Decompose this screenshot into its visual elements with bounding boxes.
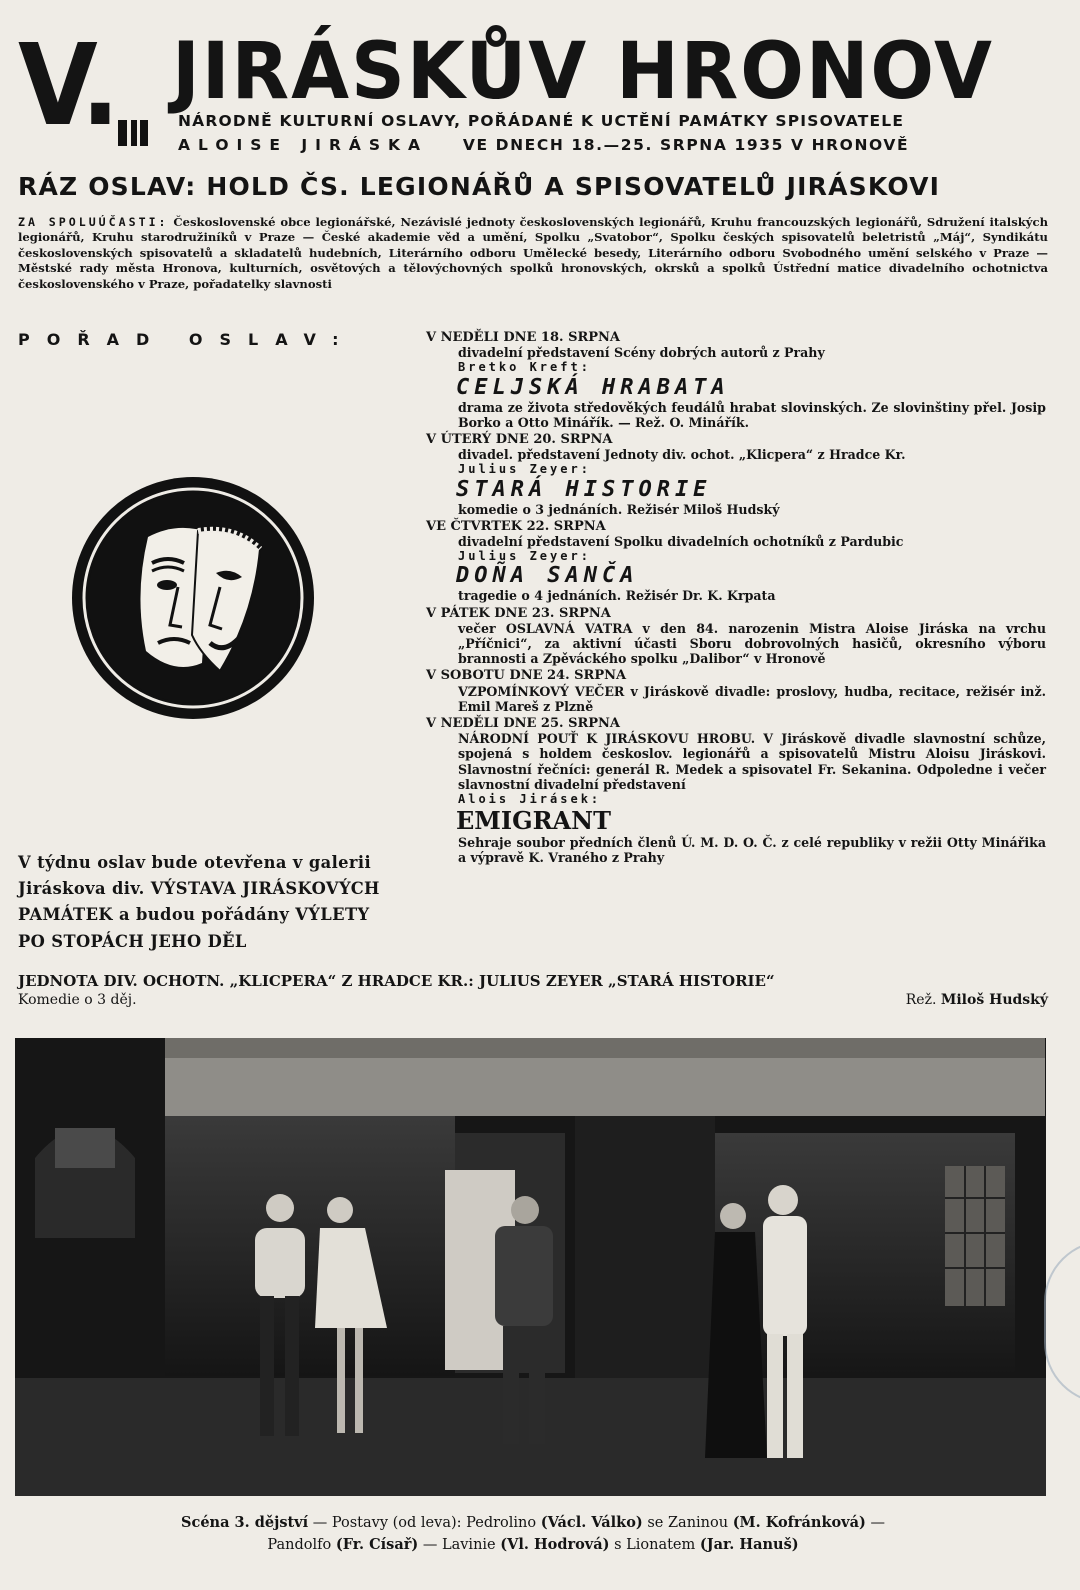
day-date: V NEDĚLI DNE 25. SRPNA: [426, 716, 621, 732]
play-title: STARÁ HISTORIE: [456, 476, 712, 502]
day-description: divadel. představení Jednoty div. ochot. „Klicpera“ z Hradce Kr.: [458, 447, 906, 463]
day-date: V NEDĚLI DNE 18. SRPNA: [426, 330, 621, 345]
festival-theme: RÁZ OSLAV: HOLD ČS. LEGIONÁŘŮ A SPISOVATELŮ JIRÁSKOVI: [18, 172, 941, 201]
play-details: komedie o 3 jednáních. Režisér Miloš Hudský: [458, 501, 780, 517]
program-day: [426, 519, 1046, 604]
festival-dates: VE DNECH 18.—25. SRPNA 1935 V HRONOVĚ: [462, 136, 910, 154]
caption-actor: (Vl. Hodrová): [500, 1536, 610, 1553]
day-description: večer OSLAVNÁ VATRA v den 84. narozenin Mistra Aloise Jiráska na vrchu „Příčnici“, za aktivní účasti Sboru dobrovolných hasičů, okresního výboru brannosti a Zpěváckého spolku „Dalibor“ v Hronově: [458, 620, 1046, 667]
caption-text: s Lionatem: [609, 1537, 700, 1553]
caption-text: Pandolfo: [267, 1537, 336, 1553]
edition-numeral: V.: [18, 21, 117, 151]
play-details: Sehraje soubor předních členů Ú. M. D. O. Č. z celé republiky v režii Otty Minářika a výpravě K. Vraného z Prahy: [458, 835, 1046, 866]
writer-name: ALOISE JIRÁSKA: [178, 136, 429, 154]
play-title: EMIGRANT: [456, 806, 611, 836]
photo-heading-director: [906, 991, 1048, 1010]
caption-actor: (M. Kofránková): [732, 1514, 866, 1531]
day-date: VE ČTVRTEK 22. SRPNA: [426, 518, 606, 534]
play-title: CELJSKÁ HRABATA: [456, 374, 730, 400]
festival-dates-line: [178, 136, 1058, 154]
program-heading: POŘAD OSLAV:: [18, 330, 356, 349]
photo-caption: [18, 1512, 1048, 1556]
program-day: [426, 668, 1046, 714]
caption-text: —: [865, 1515, 885, 1531]
exhibition-note: V týdnu oslav bude otevřena v galerii Jiráskova div. VÝSTAVA JIRÁSKOVÝCH PAMÁTEK a budou pořádány VÝLETY PO STOPÁCH JEHO DĚL: [18, 853, 380, 951]
play-details: drama ze života středověkých feudálů hrabat slovinských. Ze slovinštiny přel. Josip Borko a Otto Minářík. — Rež. O. Minářík.: [458, 399, 1046, 430]
play-title: DOÑA SANČA: [456, 563, 639, 589]
program-day: [426, 716, 1046, 866]
program-list: [426, 328, 1046, 866]
stage-photograph: [15, 1038, 1046, 1496]
festival-title: JIRÁSKŮV HRONOV: [172, 27, 994, 117]
director-name: Miloš Hudský: [940, 992, 1048, 1008]
photo-heading-line: JEDNOTA DIV. OCHOTN. „KLICPERA“ Z HRADCE KR.: JULIUS ZEYER „STARÁ HISTORIE“: [18, 972, 775, 990]
program-day: [426, 330, 1046, 430]
day-date: V PÁTEK DNE 23. SRPNA: [426, 605, 611, 621]
day-date: V SOBOTU DNE 24. SRPNA: [426, 668, 627, 684]
play-author: Julius Zeyer:: [458, 462, 591, 477]
director-label: Rež.: [905, 992, 937, 1008]
library-stamp: [1044, 1240, 1080, 1404]
day-date: V ÚTERÝ DNE 20. SRPNA: [426, 432, 613, 448]
caption-actor: (Jar. Hanuš): [699, 1536, 799, 1553]
caption-actor: (Fr. Císař): [335, 1536, 419, 1553]
day-description: divadelní představení Spolku divadelních ochotníků z Pardubic: [458, 534, 904, 550]
program-day: [426, 432, 1046, 517]
caption-text: se Zaninou: [642, 1515, 733, 1531]
participants-paragraph: [18, 215, 1048, 292]
play-author: Bretko Kreft:: [458, 360, 591, 375]
caption-text: — Lavinie: [418, 1537, 501, 1553]
caption-text: — Postavy (od leva): Pedrolino: [308, 1515, 541, 1531]
theatre-masks-logo-icon: [70, 475, 316, 721]
caption-scene: Scéna 3. dějství: [181, 1514, 309, 1531]
play-author: Alois Jirásek:: [458, 792, 602, 807]
photo-heading-row: [18, 991, 1048, 1010]
day-description: VZPOMÍNKOVÝ VEČER v Jiráskově divadle: proslovy, hudba, recitace, režisér inž. Emil Mareš z Plzně: [458, 683, 1046, 714]
play-details: tragedie o 4 jednáních. Režisér Dr. K. Krpata: [458, 588, 776, 604]
photo-heading: [18, 972, 1048, 1010]
program-day: [426, 606, 1046, 667]
numeral-ornament: [118, 120, 148, 146]
photo-heading-genre: Komedie o 3 děj.: [18, 992, 137, 1008]
day-description: divadelní představení Scény dobrých autorů z Prahy: [458, 345, 825, 361]
festival-subtitle: NÁRODNĚ KULTURNÍ OSLAVY, POŘÁDANÉ K UCTĚNÍ PAMÁTKY SPISOVATELE: [178, 112, 905, 130]
play-author: Julius Zeyer:: [458, 549, 591, 564]
caption-actor: (Václ. Válko): [540, 1514, 643, 1531]
participants-text: Československé obce legionářské, Nezávislé jednoty československých legionářů, Kruhu francouzských legionářů, Sdružení italských legionářů, Kruhu starodružiníků v Praze — České akademie věd a umění, Spolku „Svatobor“, Spolku českých spisovatelů beletristů „Máj“, Syndikátu československých spisovatelů a skladatelů hudebních, Literárního odboru Umělecké besedy, Literárního odboru Svobodného umění selského v Praze — Městské rady města Hronova, kulturních, osvětových a tělovýchovných spolků hronovských, okrsků a spolků Ústřední matice divadelního ochotnictva československého v Praze, pořadatelky slavnosti: [18, 215, 1048, 291]
participants-lead: ZA SPOLUÚČASTI:: [18, 215, 169, 229]
day-description: NÁRODNÍ POUŤ K JIRÁSKOVU HROBU. V Jiráskově divadle slavnostní schůze, spojená s holdem českoslov. legionářů a spisovatelů Mistru Aloisu Jiráskovi. Slavnostní řečníci: generál R. Medek a spisovatel Fr. Sekanina. Odpoledne i večer slavnostní divadelní představení: [458, 731, 1046, 792]
